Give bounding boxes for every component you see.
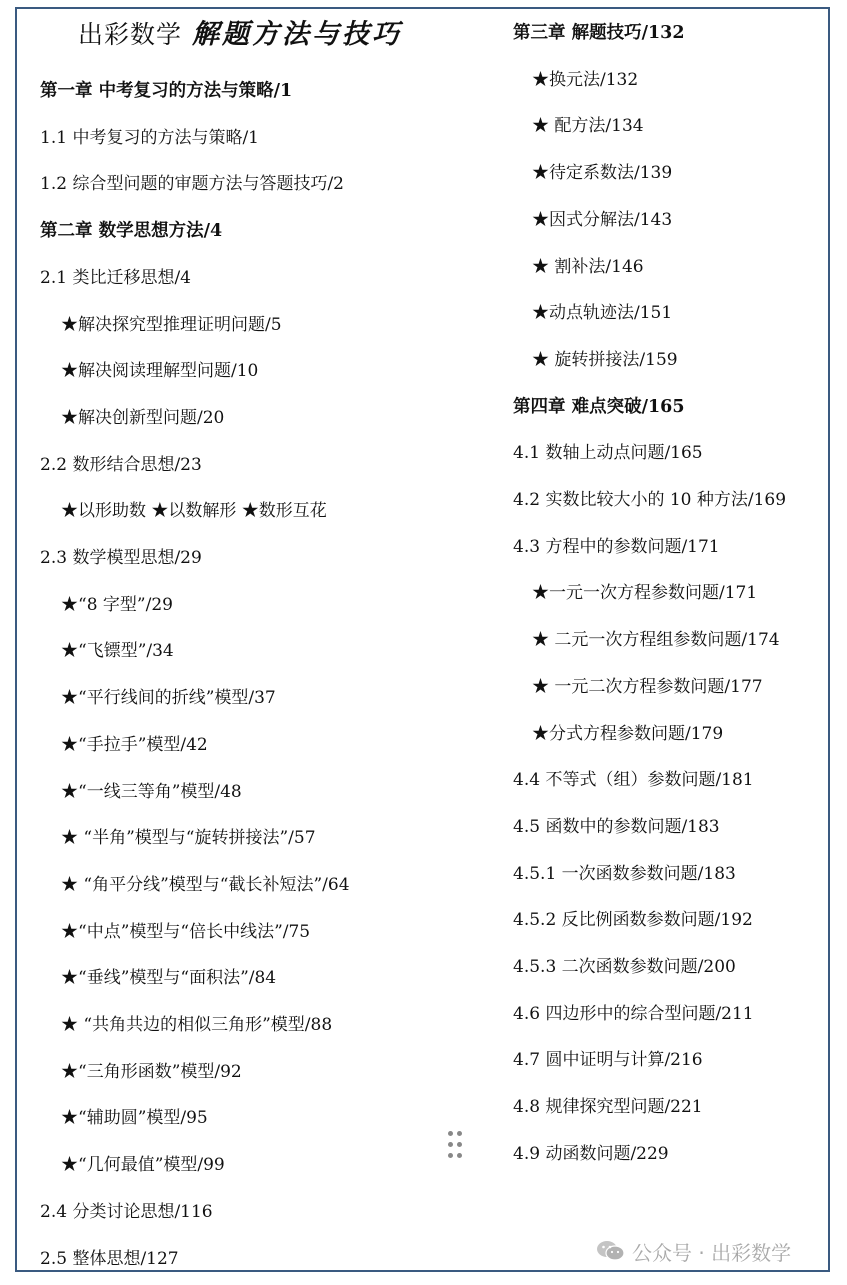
toc-subitem: ★ “角平分线”模型与“截长补短法”/64 [61,874,350,895]
toc-subitem: ★一元一次方程参数问题/171 [532,583,758,604]
toc-subitem: ★ 配方法/134 [532,116,644,137]
toc-item: 4.9 动函数问题/229 [513,1143,669,1164]
toc-subitem: ★解决阅读理解型问题/10 [61,361,259,382]
toc-item: 4.1 数轴上动点问题/165 [513,443,703,464]
toc-subitem: ★解决创新型问题/20 [61,407,225,428]
toc-item: 4.2 实数比较大小的 10 种方法/169 [513,490,787,510]
toc-item: 4.3 方程中的参数问题/171 [513,536,720,557]
toc-subitem: ★“三角形函数”模型/92 [61,1061,242,1082]
toc-subitem: ★待定系数法/139 [532,163,673,184]
toc-item: 4.5.3 二次函数参数问题/200 [513,957,736,977]
toc-subitem: ★ 旋转拼接法/159 [532,349,678,370]
toc-item: 4.5 函数中的参数问题/183 [513,816,720,837]
chapter-heading: 第三章 解题技巧/132 [513,23,685,43]
toc-subitem: ★以形助数 ★以数解形 ★数形互花 [61,501,327,522]
toc-subitem: ★ “共角共边的相似三角形”模型/88 [61,1015,333,1035]
toc-subitem: ★ 一元二次方程参数问题/177 [532,676,763,697]
toc-item: 4.8 规律探究型问题/221 [513,1097,703,1118]
watermark [596,1238,791,1264]
toc-item: 1.1 中考复习的方法与策略/1 [40,127,259,148]
toc-subitem: ★“平行线间的折线”模型/37 [61,688,276,709]
toc-subitem: ★“一线三等角”模型/48 [61,781,242,802]
toc-subitem: ★“几何最值”模型/99 [61,1155,225,1176]
toc-item: 4.7 圆中证明与计算/216 [513,1050,703,1071]
page-title [78,12,402,51]
toc-subitem: ★“手拉手”模型/42 [61,734,208,755]
toc-item: 4.5.1 一次函数参数问题/183 [513,863,736,884]
title-prefix: 出彩数学 [78,20,183,49]
toc-subitem: ★“垂线”模型与“面积法”/84 [61,968,277,989]
chapter-heading: 第二章 数学思想方法/4 [40,221,223,242]
toc-subitem: ★解决探究型推理证明问题/5 [61,314,282,335]
toc-subitem: ★动点轨迹法/151 [532,303,673,324]
toc-subitem: ★“8 字型”/29 [61,594,173,615]
toc-subitem: ★“辅助圆”模型/95 [61,1108,208,1129]
title-main: 解题方法与技巧 [192,19,403,50]
toc-item: 2.5 整体思想/127 [40,1248,179,1269]
toc-subitem: ★“中点”模型与“倍长中线法”/75 [61,921,311,942]
chapter-heading: 第四章 难点突破/165 [513,396,685,417]
toc-subitem: ★分式方程参数问题/179 [532,723,724,744]
toc-subitem: ★ 割补法/146 [532,256,644,277]
toc-subitem: ★因式分解法/143 [532,209,673,230]
toc-item: 2.4 分类讨论思想/116 [40,1201,213,1222]
toc-item: 2.1 类比迁移思想/4 [40,267,191,288]
toc-item: 4.6 四边形中的综合型问题/211 [513,1003,754,1024]
toc-item: 2.2 数形结合思想/23 [40,454,202,475]
drag-handle-icon[interactable] [448,1131,464,1159]
toc-subitem: ★“飞镖型”/34 [61,641,174,662]
toc-item: 2.3 数学模型思想/29 [40,548,202,568]
chapter-heading: 第一章 中考复习的方法与策略/1 [40,81,293,101]
toc-item: 1.2 综合型问题的审题方法与答题技巧/2 [40,174,344,195]
wechat-icon [596,1239,626,1263]
toc-subitem: ★ 二元一次方程组参数问题/174 [532,630,780,651]
toc-subitem: ★换元法/132 [532,69,639,90]
toc-item: 4.4 不等式（组）参数问题/181 [513,770,754,791]
toc-subitem: ★ “半角”模型与“旋转拼接法”/57 [61,828,316,849]
watermark-text: 公众号 · 出彩数学 [632,1240,792,1265]
toc-item: 4.5.2 反比例函数参数问题/192 [513,910,753,931]
